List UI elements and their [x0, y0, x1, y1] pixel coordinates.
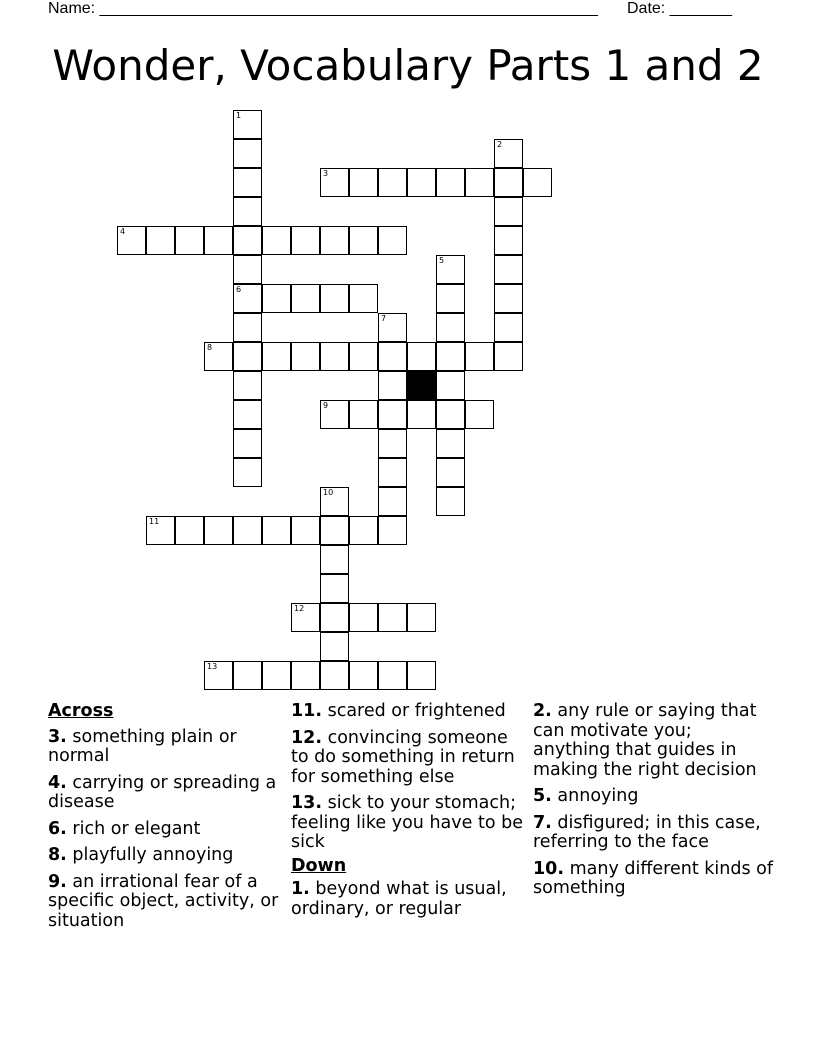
grid-cell[interactable] [320, 226, 349, 255]
grid-cell[interactable] [291, 661, 320, 690]
grid-cell[interactable] [320, 516, 349, 545]
grid-cell[interactable] [436, 371, 465, 400]
clue-text: something plain or normal [48, 726, 237, 766]
grid-cell[interactable] [291, 226, 320, 255]
grid-cell[interactable] [436, 255, 465, 284]
clue-text: sick to your stomach; feeling like you have to be sick [291, 793, 523, 852]
grid-cell[interactable] [378, 429, 407, 458]
clue-number: 5. [533, 786, 552, 806]
grid-cell[interactable] [233, 110, 262, 139]
clue-text: any rule or saying that can motivate you; anything that guides in making the right decision [533, 701, 757, 780]
black-square [407, 371, 436, 400]
grid-cell[interactable] [233, 255, 262, 284]
clue-number: 8. [48, 845, 67, 865]
clue-down-1 [291, 880, 527, 919]
grid-cell[interactable] [320, 574, 349, 603]
grid-cell[interactable] [320, 487, 349, 516]
grid-cell[interactable] [146, 516, 175, 545]
clue-number: 1 [236, 111, 242, 120]
clue-number: 13. [291, 793, 323, 813]
grid-cell[interactable] [262, 284, 291, 313]
grid-cell[interactable] [291, 342, 320, 371]
clue-across-11 [291, 702, 527, 722]
clue-text: convincing someone to do something in return for something else [291, 727, 515, 787]
clue-number: 4 [120, 227, 126, 236]
clue-across-13 [291, 794, 527, 853]
clue-text: carrying or spreading a disease [48, 772, 277, 812]
grid-cell[interactable] [494, 342, 523, 371]
grid-cell[interactable] [465, 342, 494, 371]
grid-cell[interactable] [204, 661, 233, 690]
grid-cell[interactable] [233, 458, 262, 487]
grid-cell[interactable] [494, 197, 523, 226]
grid-cell[interactable] [378, 342, 407, 371]
clue-number: 3. [48, 726, 67, 747]
clue-number: 10 [323, 488, 334, 497]
clue-text: scared or frightened [327, 701, 506, 721]
grid-cell[interactable] [320, 342, 349, 371]
grid-cell[interactable] [436, 400, 465, 429]
grid-cell[interactable] [233, 516, 262, 545]
clue-number: 11. [291, 701, 323, 721]
grid-cell[interactable] [378, 603, 407, 632]
grid-cell[interactable] [233, 371, 262, 400]
clue-number: 5 [439, 256, 445, 265]
clue-across-3 [48, 728, 284, 767]
grid-cell[interactable] [262, 661, 291, 690]
clue-number: 7. [533, 812, 552, 833]
grid-cell[interactable] [436, 284, 465, 313]
grid-cell[interactable] [378, 487, 407, 516]
clue-across-12 [291, 729, 527, 788]
grid-cell[interactable] [436, 342, 465, 371]
clue-number: 12 [294, 604, 305, 613]
grid-cell[interactable] [378, 516, 407, 545]
grid-cell[interactable] [320, 661, 349, 690]
grid-cell[interactable] [465, 400, 494, 429]
clue-text: disfigured; in this case, referring to the face [533, 812, 761, 852]
grid-cell[interactable] [233, 168, 262, 197]
grid-cell[interactable] [494, 284, 523, 313]
grid-cell[interactable] [378, 371, 407, 400]
grid-cell[interactable] [320, 400, 349, 429]
grid-cell[interactable] [233, 342, 262, 371]
grid-cell[interactable] [262, 226, 291, 255]
clue-number: 6 [236, 285, 242, 294]
grid-cell[interactable] [378, 661, 407, 690]
clue-text: many different kinds of something [533, 858, 774, 898]
grid-cell[interactable] [233, 313, 262, 342]
grid-cell[interactable] [407, 661, 436, 690]
grid-cell[interactable] [204, 342, 233, 371]
grid-cell[interactable] [349, 168, 378, 197]
name-field-label: Name: ________________________________________________________ [48, 0, 598, 17]
clue-number: 7 [381, 314, 387, 323]
clue-text: beyond what is usual, ordinary, or regular [291, 879, 507, 919]
grid-cell[interactable] [436, 458, 465, 487]
grid-cell[interactable] [436, 487, 465, 516]
grid-cell[interactable] [233, 429, 262, 458]
grid-cell[interactable] [320, 632, 349, 661]
across-heading: Across [48, 701, 114, 721]
clue-down-2 [533, 702, 773, 780]
grid-cell[interactable] [378, 168, 407, 197]
clue-text: annoying [557, 786, 639, 806]
grid-cell[interactable] [320, 168, 349, 197]
clue-number: 6. [48, 818, 67, 839]
grid-cell[interactable] [233, 661, 262, 690]
clue-number: 10. [533, 858, 565, 879]
clue-number: 13 [207, 662, 218, 671]
grid-cell[interactable] [494, 255, 523, 284]
grid-cell[interactable] [320, 545, 349, 574]
grid-cell[interactable] [320, 284, 349, 313]
clue-down-10 [533, 860, 773, 899]
grid-cell[interactable] [117, 226, 146, 255]
grid-cell[interactable] [378, 458, 407, 487]
grid-cell[interactable] [320, 603, 349, 632]
clue-text: an irrational fear of a specific object, activity, or situation [48, 871, 279, 931]
grid-cell[interactable] [204, 516, 233, 545]
grid-cell[interactable] [233, 226, 262, 255]
grid-cell[interactable] [349, 603, 378, 632]
grid-cell[interactable] [175, 516, 204, 545]
grid-cell[interactable] [291, 603, 320, 632]
clues-column-1 [48, 702, 284, 938]
grid-cell[interactable] [436, 168, 465, 197]
clue-down-5 [533, 787, 773, 807]
grid-cell[interactable] [204, 226, 233, 255]
grid-cell[interactable] [349, 516, 378, 545]
clue-across-6 [48, 820, 284, 840]
clue-number: 2 [497, 140, 503, 149]
down-heading: Down [291, 855, 347, 876]
clue-number: 2. [533, 701, 552, 721]
grid-cell[interactable] [407, 603, 436, 632]
grid-cell[interactable] [262, 342, 291, 371]
grid-cell[interactable] [146, 226, 175, 255]
grid-cell[interactable] [349, 661, 378, 690]
clue-number: 1. [291, 879, 310, 899]
clue-across-8 [48, 846, 284, 866]
clue-text: rich or elegant [72, 818, 201, 839]
date-field-label: Date: _______ [627, 0, 732, 17]
grid-cell[interactable] [436, 313, 465, 342]
grid-cell[interactable] [494, 139, 523, 168]
grid-cell[interactable] [233, 284, 262, 313]
grid-cell[interactable] [494, 168, 523, 197]
grid-cell[interactable] [407, 342, 436, 371]
grid-cell[interactable] [436, 429, 465, 458]
grid-cell[interactable] [233, 400, 262, 429]
grid-cell[interactable] [378, 313, 407, 342]
grid-cell[interactable] [175, 226, 204, 255]
grid-cell[interactable] [349, 400, 378, 429]
grid-cell[interactable] [378, 226, 407, 255]
clue-number: 4. [48, 772, 67, 793]
clue-across-4 [48, 774, 284, 813]
clue-number: 8 [207, 343, 213, 352]
grid-cell[interactable] [291, 516, 320, 545]
grid-cell[interactable] [494, 313, 523, 342]
clues-column-3 [533, 702, 773, 906]
clues-column-2 [291, 702, 527, 926]
grid-cell[interactable] [523, 168, 552, 197]
clue-across-9 [48, 873, 284, 932]
clue-number: 11 [149, 517, 160, 526]
clue-down-7 [533, 814, 773, 853]
grid-cell[interactable] [494, 226, 523, 255]
grid-cell[interactable] [465, 168, 494, 197]
grid-cell[interactable] [407, 400, 436, 429]
clue-text: playfully annoying [72, 845, 234, 865]
grid-cell[interactable] [233, 139, 262, 168]
grid-cell[interactable] [349, 342, 378, 371]
clue-number: 9 [323, 401, 329, 410]
grid-cell[interactable] [378, 400, 407, 429]
page-title: Wonder, Vocabulary Parts 1 and 2 [52, 41, 764, 90]
clue-number: 9. [48, 871, 67, 892]
grid-cell[interactable] [233, 197, 262, 226]
grid-cell[interactable] [349, 226, 378, 255]
clue-number: 12. [291, 727, 323, 748]
grid-cell[interactable] [262, 516, 291, 545]
grid-cell[interactable] [291, 284, 320, 313]
grid-cell[interactable] [349, 284, 378, 313]
grid-cell[interactable] [407, 168, 436, 197]
clue-number: 3 [323, 169, 329, 178]
